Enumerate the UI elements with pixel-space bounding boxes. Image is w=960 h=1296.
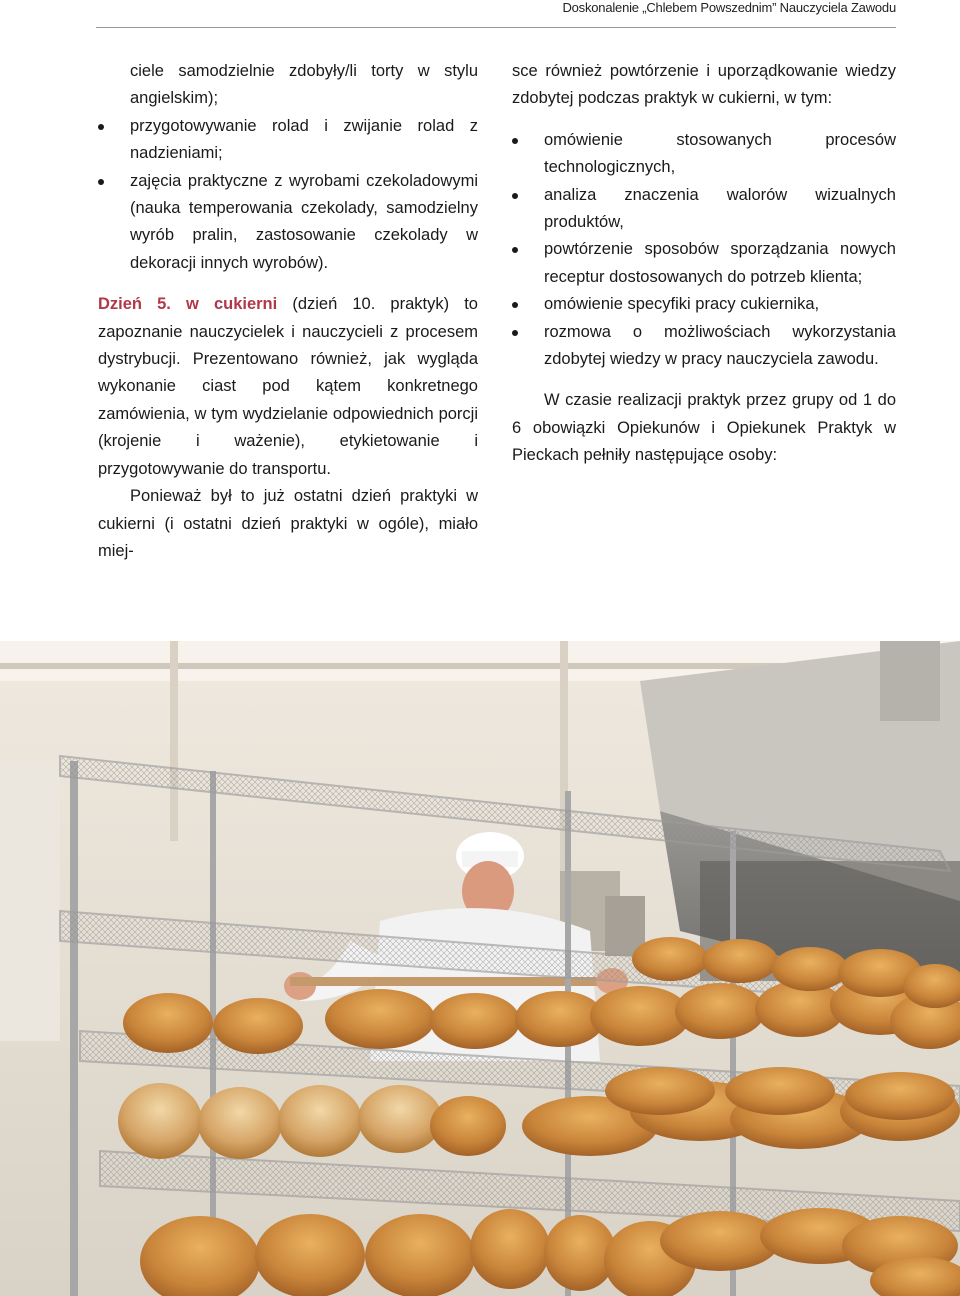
list-item: zajęcia praktyczne z wyrobami czekoladowymi (nauka temperowania czekolady, samodzielny wyrób pralin, zastosowanie czekolady w dekoracji innych wyrobów). [98,168,478,278]
left-bullet-list [98,58,478,277]
intro-paragraph: sce również powtórzenie i uporządkowanie wiedzy zdobytej podczas praktyk w cukierni, w tym: [512,62,896,108]
header-rule [96,27,896,28]
running-header: Doskonalenie „Chlebem Powszednim” Nauczyciela Zawodu [562,0,896,15]
list-item-continuation: ciele samodzielnie zdobyły/li torty w stylu angielskim); [130,62,478,108]
closing-paragraph-left: Ponieważ był to już ostatni dzień praktyki w cukierni (i ostatni dzień praktyki w ogóle), miało miej- [98,487,478,560]
left-column [98,58,478,565]
bakery-photo [0,641,960,1296]
list-item: przygotowywanie rolad i zwijanie rolad z nadzieniami; [98,113,478,168]
right-bullet-list [512,127,896,374]
closing-paragraph-right: W czasie realizacji praktyk przez grupy od 1 do 6 obowiązki Opiekunów i Opiekunek Praktyk w Pieckach pełniły następujące osoby: [512,391,896,465]
list-item: omówienie stosowanych procesów technologicznych, [512,127,896,182]
list-item: omówienie specyfiki pracy cukiernika, [512,291,896,318]
bakery-photo-illustration [0,641,960,1296]
day-text: (dzień 10. praktyk) to zapoznanie nauczycielek i nauczycieli z procesem dystrybucji. Prezentowano również, jak wygląda wykonanie ciast pod kątem konkretnego zamówienia, w tym wydzielanie odpowiednich porcji (krojenie i ważenie), etykietowanie i przygotowywanie do transportu. [98,295,478,478]
day-paragraph [98,291,478,483]
list-item: analiza znaczenia walorów wizualnych produktów, [512,182,896,237]
right-column [512,58,896,470]
list-item: rozmowa o możliwościach wykorzystania zdobytej wiedzy w pracy nauczyciela zawodu. [512,319,896,374]
day-heading: Dzień 5. w cukierni [98,295,278,314]
list-item: powtórzenie sposobów sporządzania nowych receptur dostosowanych do potrzeb klienta; [512,236,896,291]
